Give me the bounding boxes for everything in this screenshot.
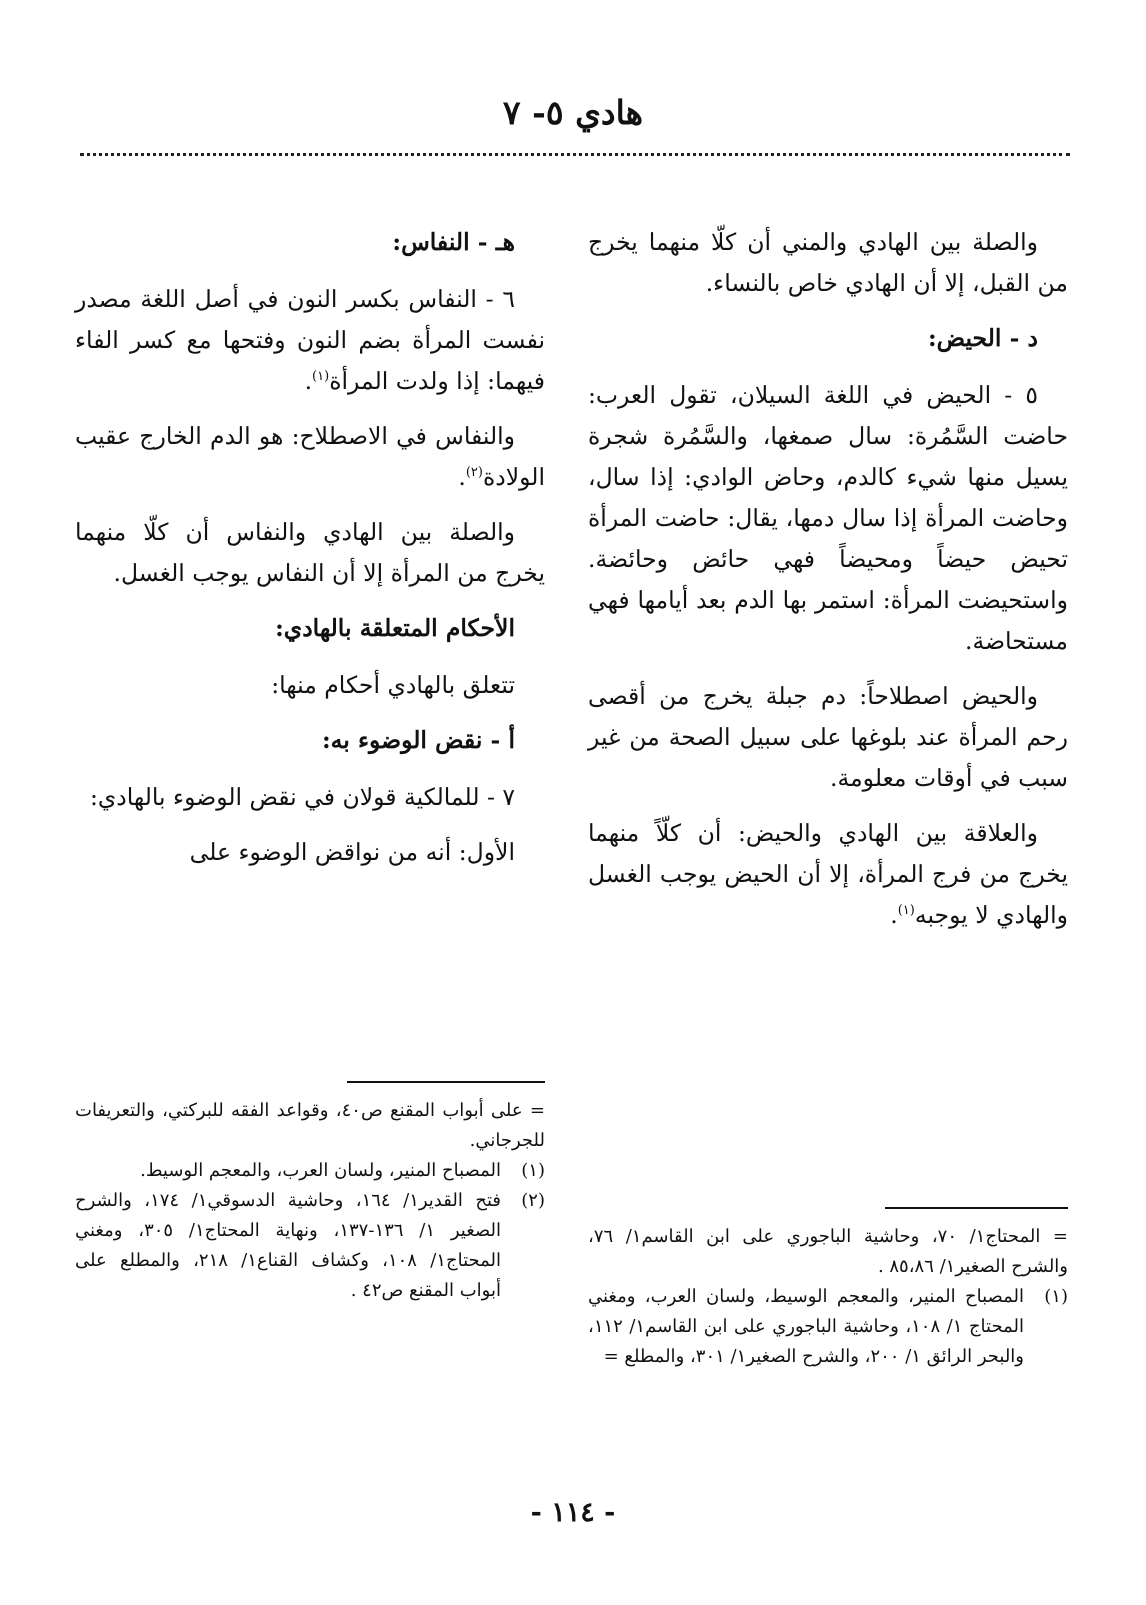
footnote-text: المصباح المنير، والمعجم الوسيط، ولسان العرب، ومغني المحتاج ١/ ١٠٨، وحاشية الباجوري على ابن القاسم١/ ١١٢، والبحر الرائق ١/ ٢٠٠، والشرح الصغير١/ ٣٠١، والمطلع = <box>588 1286 1024 1367</box>
right-column <box>588 222 1068 950</box>
paragraph-end-mark: . <box>890 901 898 929</box>
paragraph-end-mark: . <box>304 367 313 395</box>
paragraph-relation-nifas: والصلة بين الهادي والنفاس أن كلّا منهما يخرج من المرأة إلا أن النفاس يوجب الغسل. <box>75 518 545 587</box>
footnote-item <box>75 1156 545 1186</box>
paragraph-nifas-language-text: ٦ - النفاس بكسر النون في أصل اللغة مصدر نفست المرأة بضم النون وفتحها مع كسر الفاء فيهما: إذا ولدت المرأة <box>75 285 545 395</box>
footnote-text: المصباح المنير، ولسان العرب، والمعجم الوسيط. <box>140 1160 501 1181</box>
section-heading-nifas-text: هـ - النفاس: <box>392 228 515 256</box>
page-number: - ١١٤ - <box>530 1497 616 1528</box>
paragraph-relation-hayd <box>588 813 1068 936</box>
footnote-item <box>588 1282 1068 1372</box>
section-heading-nifas <box>75 222 545 263</box>
section-heading-hayd-text: د - الحيض: <box>928 324 1038 352</box>
subsection-heading-wudu: أ - نقض الوضوء به: <box>321 726 515 754</box>
paragraph-hayd-term: والحيض اصطلاحاً: دم جبلة يخرج من أقصى رحم المرأة عند بلوغها على سبيل الصحة من غير سبب في أوقات معلومة. <box>588 682 1068 792</box>
paragraph-nifas-language <box>75 279 545 402</box>
page-header-title: هادي ٥- ٧ <box>502 93 644 132</box>
footnotes-right <box>588 1222 1068 1372</box>
paragraph-relation-hayd-text: والعلاقة بين الهادي والحيض: أن كلّاً منهما يخرج من فرج المرأة، إلا أن الحيض يوجب الغسل والهادي لا يوجبه <box>588 819 1068 929</box>
section-heading-rulings: الأحكام المتعلقة بالهادي: <box>275 614 515 642</box>
footnote-continuation: = على أبواب المقنع ص٤٠، وقواعد الفقه للبركتي، والتعريفات للجرجاني. <box>75 1100 546 1151</box>
footnote-marker: (١) <box>312 369 330 385</box>
footnote-number: (١) <box>1044 1286 1068 1307</box>
footnote-number: (١) <box>521 1160 545 1181</box>
paragraph-relation-mani: والصلة بين الهادي والمني أن كلّا منهما يخرج من القبل، إلا أن الهادي خاص بالنساء. <box>588 228 1068 297</box>
paragraph-hayd-language: ٥ - الحيض في اللغة السيلان، تقول العرب: حاضت السَّمُرة: سال صمغها، والسَّمُرة شجرة يسيل منها شيء كالدم، وحاض الوادي: إذا سال، وحاضت المرأة إذا سال دمها، يقال: حاضت المرأة تحيض حيضاً ومحيضاً فهي حائض وحائضة. واستحيضت المرأة: استمر بها الدم بعد أيامها فهي مستحاضة. <box>588 381 1068 655</box>
paragraph-first-view: الأول: أنه من نواقض الوضوء على <box>189 838 515 866</box>
left-column <box>75 222 545 887</box>
footnote-marker: (٢) <box>465 465 483 481</box>
footnote-rule-right <box>885 1207 1068 1209</box>
footnote-continuation: = المحتاج١/ ٧٠، وحاشية الباجوري على ابن القاسم١/ ٧٦، والشرح الصغير١/ ٨٥،٨٦ . <box>588 1226 1068 1277</box>
footnote-rule-left <box>347 1081 545 1083</box>
paragraph-rulings-intro: تتعلق بالهادي أحكام منها: <box>271 671 515 699</box>
footnote-marker: (١) <box>897 903 915 919</box>
paragraph-nifas-term-text: والنفاس في الاصطلاح: هو الدم الخارج عقيب الولادة <box>75 422 545 491</box>
paragraph-maliki-views: ٧ - للمالكية قولان في نقض الوضوء بالهادي: <box>89 783 515 811</box>
paragraph-nifas-term <box>75 416 545 498</box>
paragraph-end-mark: . <box>458 463 466 491</box>
footnote-number: (٢) <box>521 1190 545 1211</box>
footnote-item <box>75 1186 545 1306</box>
footnotes-left <box>75 1096 545 1306</box>
footnote-text: فتح القدير١/ ١٦٤، وحاشية الدسوقي١/ ١٧٤، والشرح الصغير ١/ ١٣٦-١٣٧، ونهاية المحتاج١/ ٣٠٥، ومغني المحتاج١/ ١٠٨، وكشاف القناع١/ ٢١٨، والمطلع على أبواب المقنع ص٤٢ . <box>75 1190 502 1301</box>
section-heading-hayd <box>588 318 1068 359</box>
header-dotted-divider <box>80 153 1070 156</box>
